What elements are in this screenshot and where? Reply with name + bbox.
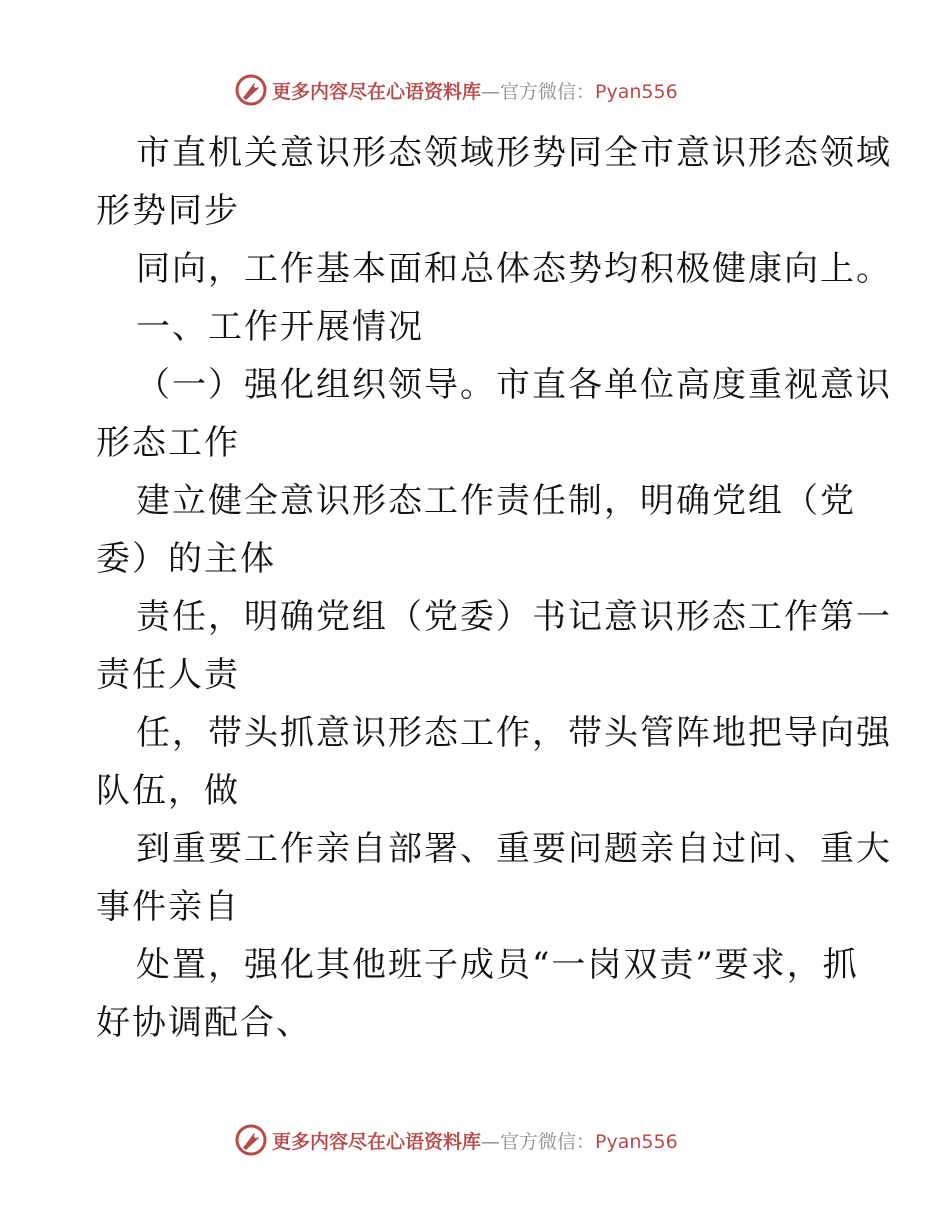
- footer-banner: [234, 1122, 734, 1158]
- body-line: 好协调配合、: [96, 1003, 312, 1043]
- pen-nib-icon: [234, 73, 268, 107]
- body-line: 同向，工作基本面和总体态势均积极健康向上。: [136, 249, 892, 289]
- banner-wechat-label: —官方微信：: [481, 80, 596, 103]
- body-line: 形态工作: [96, 423, 240, 463]
- body-line: 任，带头抓意识形态工作，带头管阵地把导向强: [136, 713, 892, 753]
- body-line: 责任，明确党组（党委）书记意识形态工作第一: [136, 597, 892, 637]
- body-line: 事件亲自: [96, 887, 240, 927]
- banner-text: [272, 1127, 678, 1154]
- pen-nib-icon: [234, 1123, 268, 1157]
- section-heading: 一、工作开展情况: [136, 307, 424, 347]
- body-line: 队伍，做: [96, 771, 240, 811]
- banner-site-name: 更多内容尽在心语资料库: [272, 80, 482, 103]
- banner-wechat-id: Pyan556: [595, 1130, 678, 1153]
- body-line: 建立健全意识形态工作责任制，明确党组（党: [136, 481, 856, 521]
- body-line: 到重要工作亲自部署、重要问题亲自过问、重大: [136, 829, 892, 869]
- banner-site-name: 更多内容尽在心语资料库: [272, 1130, 482, 1153]
- body-line: 市直机关意识形态领域形势同全市意识形态领域: [136, 133, 892, 173]
- body-line: （一）强化组织领导。市直各单位高度重视意识: [136, 365, 892, 405]
- body-line: 处置，强化其他班子成员“一岗双责”要求，抓: [136, 945, 859, 985]
- body-line: 形势同步: [96, 191, 240, 231]
- header-banner: [234, 72, 734, 108]
- body-line: 责任人责: [96, 655, 240, 695]
- document-body: [96, 124, 892, 1052]
- body-line: 委）的主体: [96, 539, 276, 579]
- banner-wechat-label: —官方微信：: [481, 1130, 596, 1153]
- banner-text: [272, 77, 678, 104]
- banner-wechat-id: Pyan556: [595, 80, 678, 103]
